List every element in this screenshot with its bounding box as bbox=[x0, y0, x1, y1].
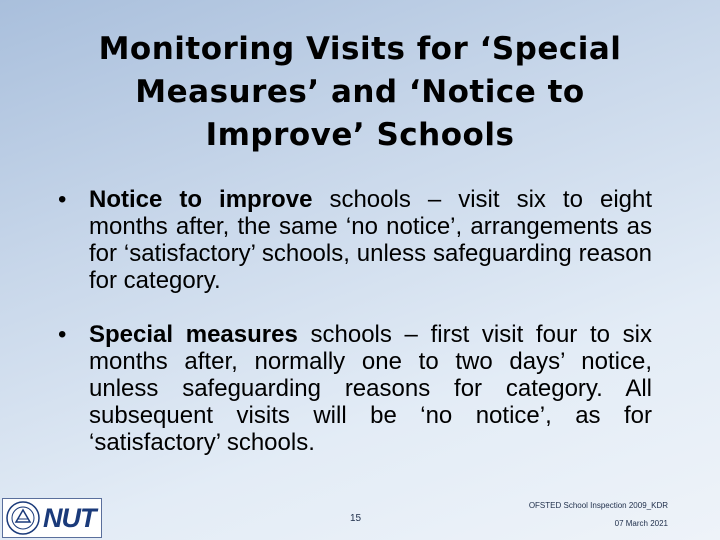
nut-logo bbox=[2, 498, 102, 538]
bullet-bold-term: Notice to improve bbox=[89, 186, 313, 213]
bullet-text: schools – first visit four to six months after, normally one to two days’ notice, unless safeguarding reasons for category. All subsequent visits will be ‘no notice’, as for ‘satisfactory’ schools. bbox=[89, 321, 653, 456]
bullet-special-measures bbox=[58, 321, 652, 456]
bullet-notice-to-improve bbox=[58, 186, 652, 294]
bullet-list bbox=[58, 186, 652, 483]
bullet-bold-term: Special measures bbox=[89, 321, 298, 348]
slide-footer bbox=[0, 496, 720, 540]
logo-text: NUT bbox=[43, 502, 96, 533]
bullet-dot-icon: • bbox=[58, 186, 67, 213]
slide-title: Monitoring Visits for ‘Special Measures’ and ‘Notice to Improve’ Schools bbox=[98, 31, 622, 153]
footer-reference: OFSTED School Inspection 2009_KDR bbox=[528, 501, 668, 510]
bullet-dot-icon: • bbox=[58, 321, 67, 348]
page-number: 15 bbox=[350, 513, 362, 524]
bullet-text: schools – visit six to eight months after, the same ‘no notice’, arrangements as for ‘satisfactory’ schools, unless safeguarding reason for category. bbox=[89, 186, 653, 294]
nut-emblem-icon bbox=[5, 500, 41, 536]
footer-date: 07 March 2021 bbox=[614, 519, 668, 528]
